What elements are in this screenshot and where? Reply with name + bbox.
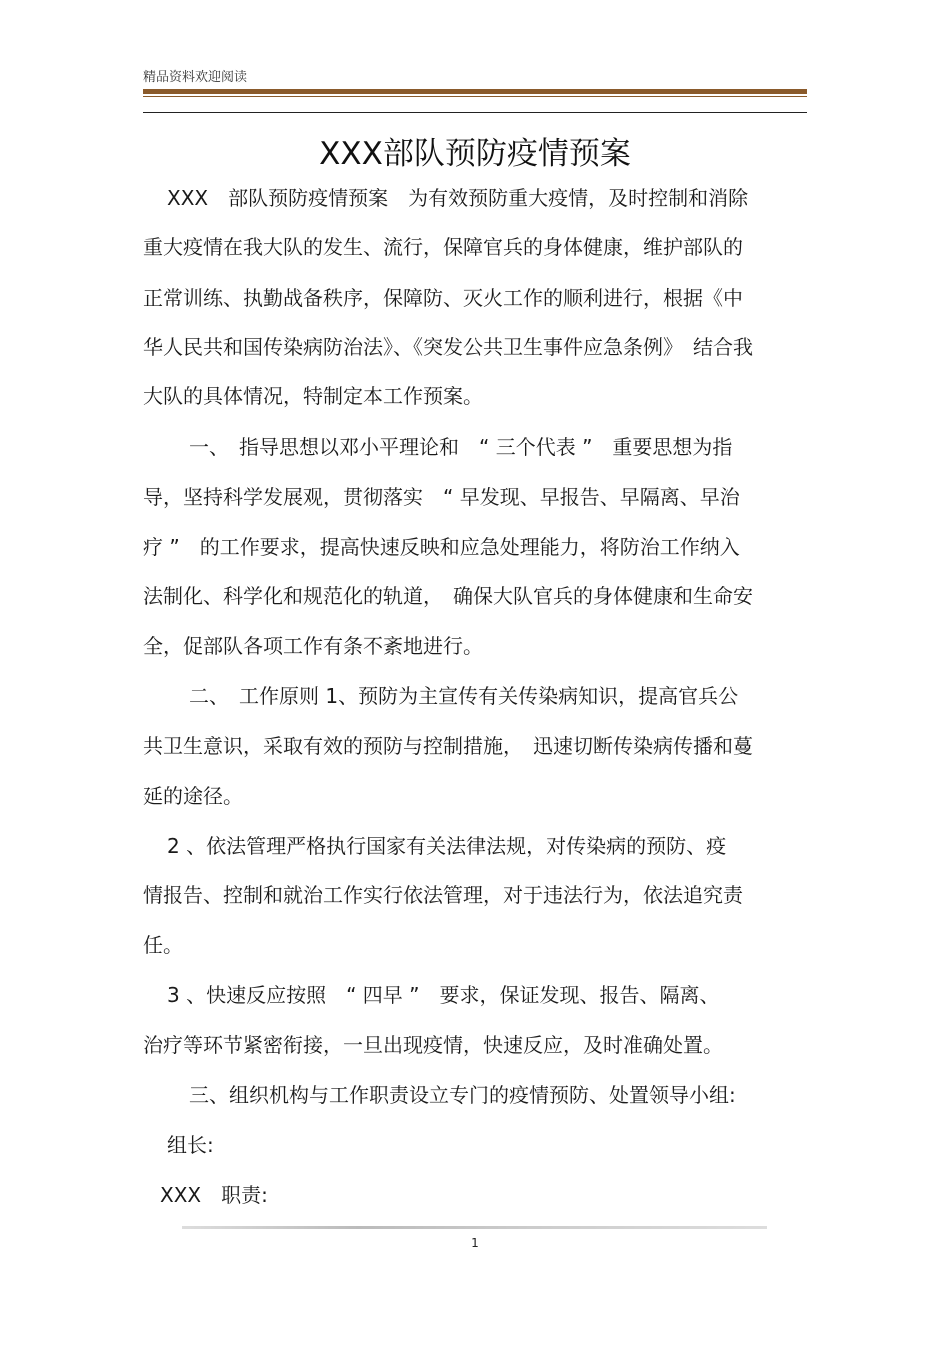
body-line: 3 、快速反应按照 “ 四早 ” 要求，保证发现、报告、隔离、	[167, 983, 720, 1007]
body-line: 一、 指导思想以邓小平理论和 “ 三个代表 ” 重要思想为指	[189, 435, 733, 459]
header-text: 精品资料欢迎阅读	[143, 70, 248, 85]
header-rule	[143, 89, 807, 94]
page-number: 1	[471, 1236, 479, 1250]
body-line: 重大疫情在我大队的发生、流行，保障官兵的身体健康，维护部队的	[143, 235, 743, 259]
body-line: 情报告、控制和就治工作实行依法管理，对于违法行为，依法追究责	[143, 883, 743, 907]
body-line: 华人民共和国传染病防治法》、《突发公共卫生事件应急条例》 结合我	[143, 335, 753, 359]
body-line: 全，促部队各项工作有条不紊地进行。	[143, 634, 483, 658]
body-line: 任。	[143, 933, 183, 957]
header-rule-thin	[143, 96, 807, 97]
top-divider	[143, 112, 807, 113]
body-line: XXX 部队预防疫情预案 为有效预防重大疫情，及时控制和消除	[167, 186, 749, 210]
document-title: XXX部队预防疫情预案	[319, 136, 631, 172]
body-line: 延的途径。	[143, 784, 243, 808]
body-line: 共卫生意识，采取有效的预防与控制措施， 迅速切断传染病传播和蔓	[143, 734, 753, 758]
body-line: 法制化、科学化和规范化的轨道， 确保大队官兵的身体健康和生命安	[143, 584, 753, 608]
body-line: 治疗等环节紧密衔接，一旦出现疫情，快速反应，及时准确处置。	[143, 1033, 723, 1057]
body-line: 大队的具体情况，特制定本工作预案。	[143, 384, 483, 408]
body-line: XXX 职责:	[160, 1183, 268, 1207]
body-line: 导，坚持科学发展观，贯彻落实 “ 早发现、早报告、早隔离、早治	[143, 485, 740, 509]
body-line: 2 、依法管理严格执行国家有关法律法规，对传染病的预防、疫	[167, 834, 727, 858]
body-line: 三、组织机构与工作职责设立专门的疫情预防、处置领导小组:	[189, 1083, 736, 1107]
body-line: 组长:	[167, 1133, 214, 1157]
body-line: 疗 ” 的工作要求，提高快速反映和应急处理能力，将防治工作纳入	[143, 535, 740, 559]
footer-rule	[182, 1226, 767, 1229]
body-line: 二、 工作原则 1、预防为主宣传有关传染病知识，提高官兵公	[189, 684, 739, 708]
body-line: 正常训练、执勤战备秩序，保障防、灭火工作的顺利进行，根据《中	[143, 286, 743, 310]
